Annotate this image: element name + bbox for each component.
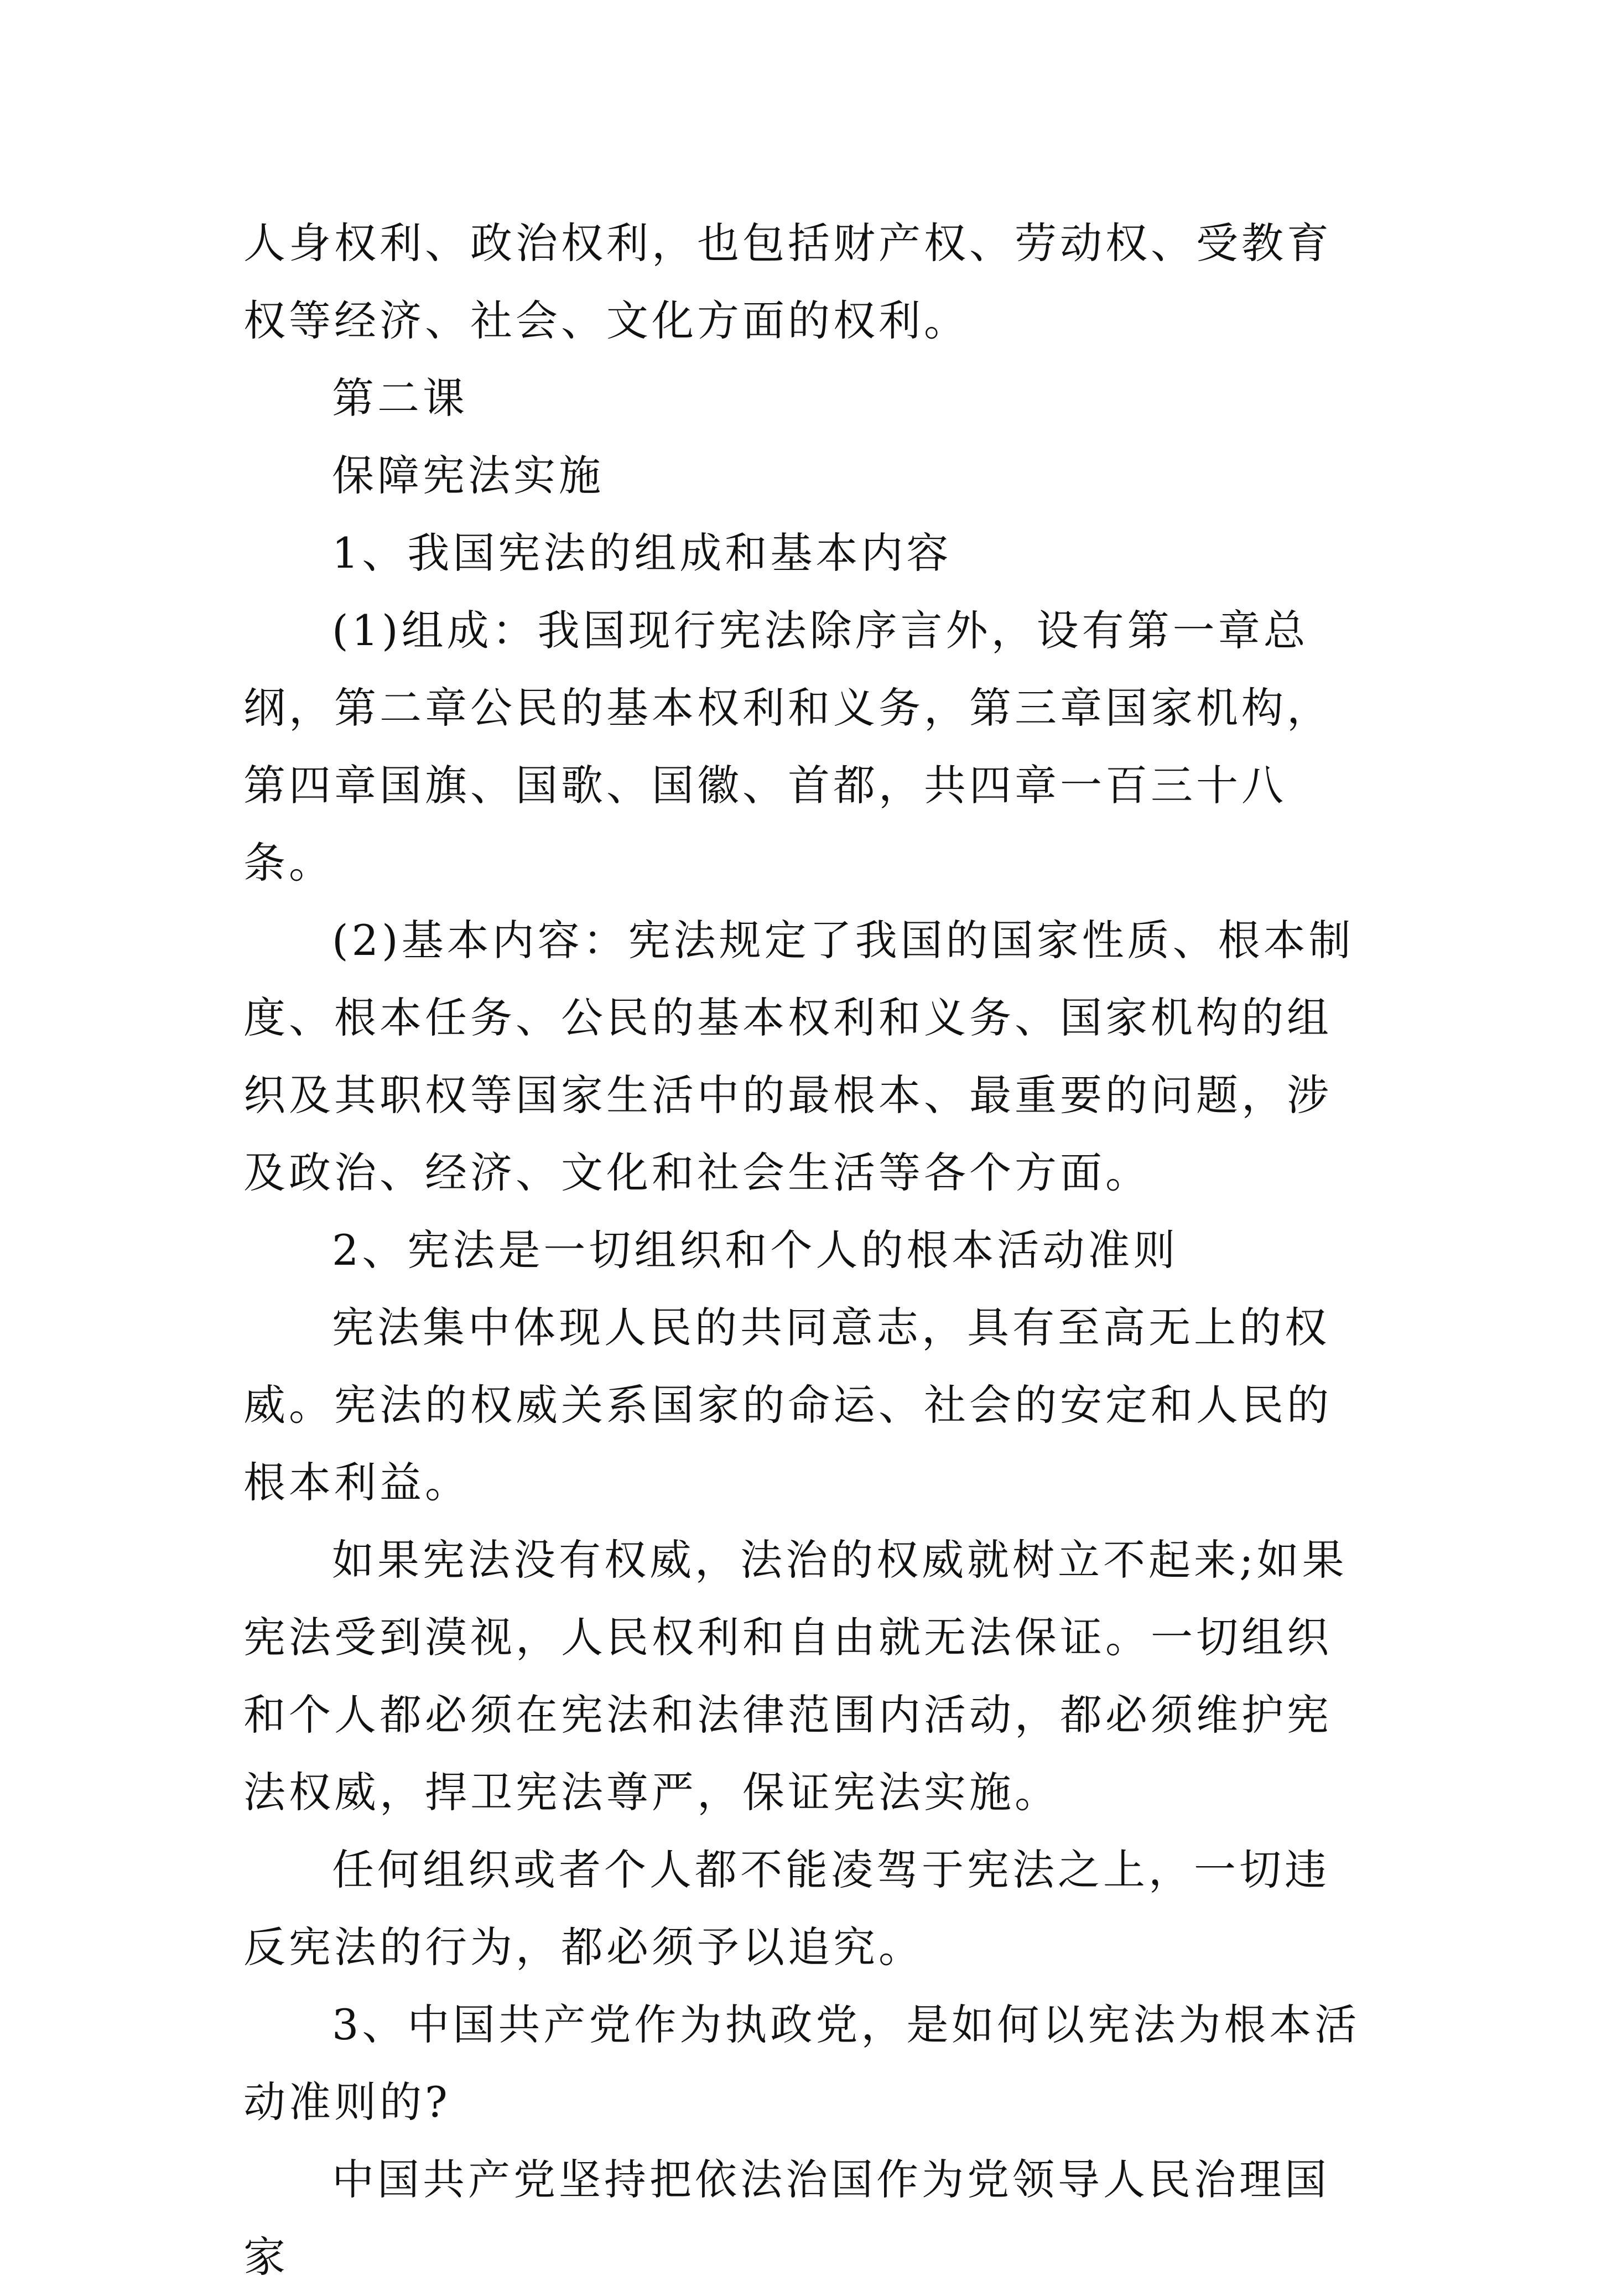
lesson-title: 保障宪法实施 — [332, 451, 604, 500]
paragraph-party: 中国共产党坚持把依法治国作为党领导人民治理国家 — [243, 2155, 1330, 2282]
paragraph-if-no-authority: 如果宪法没有权威，法治的权威就树立不起来;如果宪法受到漠视，人民权利和自由就无法保证。一切组织和个人都必须在宪法和法律范围内活动，都必须维护宪法权威，捍卫宪法尊严，保证宪法实施。 — [243, 1535, 1348, 1817]
section-heading-2: 2、宪法是一切组织和个人的根本活动准则 — [332, 1225, 1179, 1275]
paragraph-no-one-above: 任何组织或者个人都不能凌驾于宪法之上，一切违反宪法的行为，都必须予以追究。 — [243, 1845, 1330, 1972]
document-body — [243, 205, 1372, 2296]
paragraph-basic-content: (2)基本内容：宪法规定了我国的国家性质、根本制度、根本任务、公民的基本权利和义务、国家机构的组织及其职权等国家生活中的最根本、最重要的问题，涉及政治、经济、文化和社会生活等各个方面。 — [243, 916, 1354, 1197]
paragraph-composition: (1)组成：我国现行宪法除序言外，设有第一章总纲，第二章公民的基本权利和义务，第三章国家机构，第四章国旗、国歌、国徽、首都，共四章一百三十八条。 — [243, 606, 1332, 887]
paragraph-1: 人身权利、政治权利，也包括财产权、劳动权、受教育权等经济、社会、文化方面的权利。 — [243, 219, 1332, 345]
paragraph-authority: 宪法集中体现人民的共同意志，具有至高无上的权威。宪法的权威关系国家的命运、社会的安定和人民的根本利益。 — [243, 1303, 1332, 1507]
lesson-number: 第二课 — [332, 373, 468, 423]
section-heading-3: 3、中国共产党作为执政党，是如何以宪法为根本活动准则的? — [243, 2000, 1360, 2127]
section-heading-1: 1、我国宪法的组成和基本内容 — [332, 528, 952, 578]
